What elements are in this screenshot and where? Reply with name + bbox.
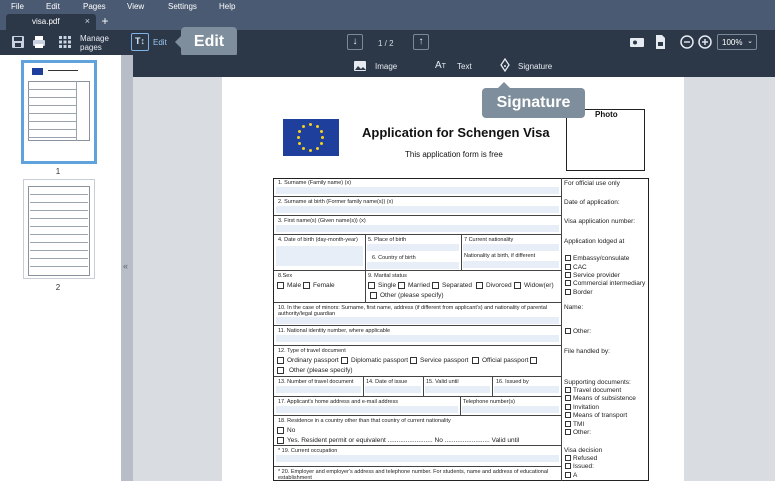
place-of-birth-field[interactable] xyxy=(367,244,459,251)
manage-pages-label[interactable]: Manage pages xyxy=(80,34,109,52)
double-chevron-left-icon: « xyxy=(123,261,129,271)
previous-page-button[interactable]: ↑ xyxy=(413,34,429,50)
page-number-1: 1 xyxy=(55,167,61,176)
travel-document-checkbox[interactable] xyxy=(565,387,571,393)
sex-male-checkbox[interactable] xyxy=(277,282,284,289)
invitation-checkbox[interactable] xyxy=(565,404,571,410)
add-tab-button[interactable]: + xyxy=(101,14,109,28)
first-name-field[interactable] xyxy=(276,225,559,232)
official-use-header: For official use only xyxy=(564,180,620,187)
married-checkbox[interactable] xyxy=(398,282,405,289)
print-icon[interactable] xyxy=(31,34,47,50)
means-of-transport-label: Means of transport xyxy=(573,412,628,419)
divorced-label: Divorced xyxy=(486,282,512,289)
official-other-label: Other: xyxy=(573,328,592,335)
field-9-label: 9. Marital status xyxy=(368,273,407,279)
file-handled-label: File handled by: xyxy=(564,348,610,355)
menu-bar xyxy=(0,0,775,13)
supporting-other-label: Other: xyxy=(573,429,592,436)
single-label: Single xyxy=(378,282,397,289)
widow-label: Widow(er) xyxy=(524,282,554,289)
application-lodged-label: Application lodged at xyxy=(564,238,625,245)
guardian-field[interactable] xyxy=(276,317,559,324)
nationality-at-birth-field[interactable] xyxy=(463,261,559,268)
field-14-label: 14. Date of issue xyxy=(366,379,408,385)
cac-checkbox[interactable] xyxy=(565,264,571,270)
commercial-intermediary-checkbox[interactable] xyxy=(565,280,571,286)
field-17b-label: Telephone number(s) xyxy=(463,399,515,405)
field-10-label: 10. In the case of minors: Surname, first name, address (if different from applicant's) and nationality of parental xyxy=(278,305,548,311)
field-16-label: 16. Issued by xyxy=(496,379,529,385)
menu-file[interactable]: File xyxy=(11,2,24,11)
embassy-label: Embassy/consulate xyxy=(573,255,630,262)
zoom-out-icon[interactable] xyxy=(679,34,695,50)
date-of-birth-field[interactable] xyxy=(276,246,363,266)
home-address-field[interactable] xyxy=(276,406,458,413)
tab-visa-pdf[interactable] xyxy=(6,14,96,30)
service-provider-label: Service provider xyxy=(573,272,620,279)
diplomatic-passport-checkbox[interactable] xyxy=(341,357,348,364)
nationality-field[interactable] xyxy=(463,244,559,251)
means-of-transport-checkbox[interactable] xyxy=(565,412,571,418)
page-number-2: 2 xyxy=(55,283,61,292)
border-label: Border xyxy=(573,289,593,296)
diplomatic-passport-label: Diplomatic passport xyxy=(351,357,409,364)
date-of-issue-field[interactable] xyxy=(365,386,421,393)
residence-yes-label: Yes. Resident permit or equivalent ......................... No ......................... Valid until xyxy=(287,437,520,444)
zoom-value: 100% xyxy=(722,38,743,47)
field-7b-label: Nationality at birth, if different xyxy=(464,253,536,259)
occupation-field[interactable] xyxy=(276,455,559,462)
field-1-label: 1. Surname (Family name) (x) xyxy=(278,180,352,186)
manage-pages-icon[interactable] xyxy=(57,34,73,50)
flag-icon xyxy=(32,68,43,75)
image-export-icon[interactable] xyxy=(629,34,645,50)
menu-pages[interactable]: Pages xyxy=(83,2,106,11)
invitation-label: Invitation xyxy=(573,404,600,411)
zoom-select[interactable] xyxy=(717,34,757,50)
travel-doc-other-checkbox[interactable] xyxy=(277,367,284,374)
field-7-label: 7 Current nationality xyxy=(464,237,514,243)
date-of-application-label: Date of application: xyxy=(564,199,620,206)
document-icon[interactable] xyxy=(652,34,668,50)
means-of-subsistence-label: Means of subsistence xyxy=(573,395,636,402)
travel-doc-number-field[interactable] xyxy=(276,386,361,393)
field-18-label: 18. Residence in a country other than that country of current nationality xyxy=(278,418,451,424)
married-label: Married xyxy=(408,282,431,289)
chevron-down-icon: ⌄ xyxy=(747,38,753,45)
means-of-subsistence-checkbox[interactable] xyxy=(565,395,571,401)
image-icon[interactable] xyxy=(353,59,367,73)
page-thumbnails-sidebar xyxy=(0,55,121,481)
issued-by-field[interactable] xyxy=(494,386,559,393)
sidebar-collapse-toggle[interactable] xyxy=(121,55,133,481)
service-passport-checkbox[interactable] xyxy=(410,357,417,364)
text-tool-label[interactable]: Text xyxy=(457,62,472,71)
field-5-label: 5. Place of birth xyxy=(368,237,407,243)
edit-tools-bar xyxy=(133,55,775,77)
field-12-label: 12. Type of travel document xyxy=(278,348,346,354)
refused-checkbox[interactable] xyxy=(565,455,571,461)
sex-female-label: Female xyxy=(313,282,335,289)
page-thumbnail-2[interactable] xyxy=(23,179,95,279)
field-15-label: 15. Valid until xyxy=(426,379,459,385)
official-column-divider xyxy=(561,178,562,481)
embassy-checkbox[interactable] xyxy=(565,255,571,261)
sex-female-checkbox[interactable] xyxy=(303,282,310,289)
menu-settings[interactable]: Settings xyxy=(168,2,197,11)
visa-decision-label: Visa decision xyxy=(564,447,603,454)
field-3-label: 3. First name(s) (Given name(s)) (x) xyxy=(278,218,366,224)
edit-label[interactable]: Edit xyxy=(153,38,167,47)
document-subtitle: This application form is free xyxy=(405,150,503,159)
image-tool-label[interactable]: Image xyxy=(375,62,398,71)
official-other-checkbox[interactable] xyxy=(565,328,571,334)
residence-no-checkbox[interactable] xyxy=(277,427,284,434)
page-indicator: 1 / 2 xyxy=(378,39,394,48)
valid-until-field[interactable] xyxy=(425,386,490,393)
ordinary-passport-checkbox[interactable] xyxy=(277,357,284,364)
field-4-label: 4. Date of birth (day-month-year) xyxy=(278,237,358,243)
supporting-other-checkbox[interactable] xyxy=(565,429,571,435)
menu-view[interactable]: View xyxy=(127,2,145,11)
tab-title: visa.pdf xyxy=(32,17,60,26)
issued-checkbox[interactable] xyxy=(565,463,571,469)
text-icon[interactable]: AT xyxy=(435,60,446,71)
field-19-label: * 19. Current occupation xyxy=(278,448,338,454)
tab-bar xyxy=(0,13,775,30)
signature-tooltip: Signature xyxy=(482,88,585,118)
surname-field[interactable] xyxy=(276,187,559,194)
next-page-button[interactable]: ↓ xyxy=(347,34,363,50)
separated-checkbox[interactable] xyxy=(432,282,439,289)
field-6-label: 6. Country of birth xyxy=(372,255,416,261)
visa-type-a-checkbox[interactable] xyxy=(565,472,571,478)
field-20-label: * 20. Employer and employer's address and telephone number. For students, name and address of educational xyxy=(278,469,549,475)
save-icon[interactable] xyxy=(10,34,26,50)
special-passport-checkbox[interactable] xyxy=(530,357,537,364)
marital-other-checkbox[interactable] xyxy=(370,292,377,299)
field-2-label: 2. Surname at birth (Former family name(s)) (x) xyxy=(278,199,394,205)
menu-edit[interactable]: Edit xyxy=(46,2,60,11)
service-passport-label: Service passport xyxy=(420,357,469,364)
refused-label: Refused xyxy=(573,455,598,462)
field-13-label: 13. Number of travel document xyxy=(278,379,354,385)
ordinary-passport-label: Ordinary passport xyxy=(287,357,339,364)
country-of-birth-field[interactable] xyxy=(367,262,459,269)
pen-nib-icon[interactable] xyxy=(498,58,512,72)
eu-flag-image xyxy=(283,119,339,156)
travel-document-label: Travel document xyxy=(573,387,622,394)
visa-type-a-label: A xyxy=(573,472,578,479)
tmi-label: TMI xyxy=(573,421,585,428)
divorced-checkbox[interactable] xyxy=(476,282,483,289)
menu-help[interactable]: Help xyxy=(219,2,236,11)
service-provider-checkbox[interactable] xyxy=(565,272,571,278)
close-icon[interactable]: × xyxy=(84,16,90,26)
sex-male-label: Male xyxy=(287,282,302,289)
residence-yes-checkbox[interactable] xyxy=(277,437,284,444)
national-id-field[interactable] xyxy=(276,335,559,342)
official-passport-label: Official passport xyxy=(482,357,529,364)
residence-no-label: No xyxy=(287,427,296,434)
field-10b-label: authority/legal guardian xyxy=(278,311,336,317)
commercial-intermediary-label: Commercial intermediary xyxy=(573,280,646,287)
widow-checkbox[interactable] xyxy=(514,282,521,289)
field-20b-label: establishment xyxy=(278,475,312,481)
single-checkbox[interactable] xyxy=(368,282,375,289)
separated-label: Separated xyxy=(442,282,472,289)
edit-tooltip: Edit xyxy=(181,27,237,57)
telephone-field[interactable] xyxy=(462,406,559,413)
field-17-label: 17. Applicant's home address and e-mail address xyxy=(278,399,398,405)
field-8-label: 8.Sex xyxy=(278,273,293,279)
field-11-label: 11. National identity number, where applicable xyxy=(278,328,391,334)
tmi-checkbox[interactable] xyxy=(565,421,571,427)
travel-doc-other-label: Other (please specify) xyxy=(289,367,353,374)
document-title: Application for Schengen Visa xyxy=(362,125,550,140)
marital-other-label: Other (please specify) xyxy=(380,292,444,299)
visa-application-number-label: Visa application number: xyxy=(564,218,636,225)
page-thumbnail-1[interactable] xyxy=(21,60,97,164)
issued-label: Issued: xyxy=(573,463,594,470)
edit-text-icon[interactable]: T↕ xyxy=(131,33,149,51)
surname-at-birth-field[interactable] xyxy=(276,206,559,213)
photo-label: Photo xyxy=(595,110,618,119)
supporting-documents-label: Supporting documents: xyxy=(564,379,631,386)
zoom-in-icon[interactable] xyxy=(697,34,713,50)
border-checkbox[interactable] xyxy=(565,289,571,295)
official-name-label: Name: xyxy=(564,304,584,311)
cac-label: CAC xyxy=(573,264,587,271)
signature-tool-label[interactable]: Signature xyxy=(518,62,553,71)
official-passport-checkbox[interactable] xyxy=(472,357,479,364)
